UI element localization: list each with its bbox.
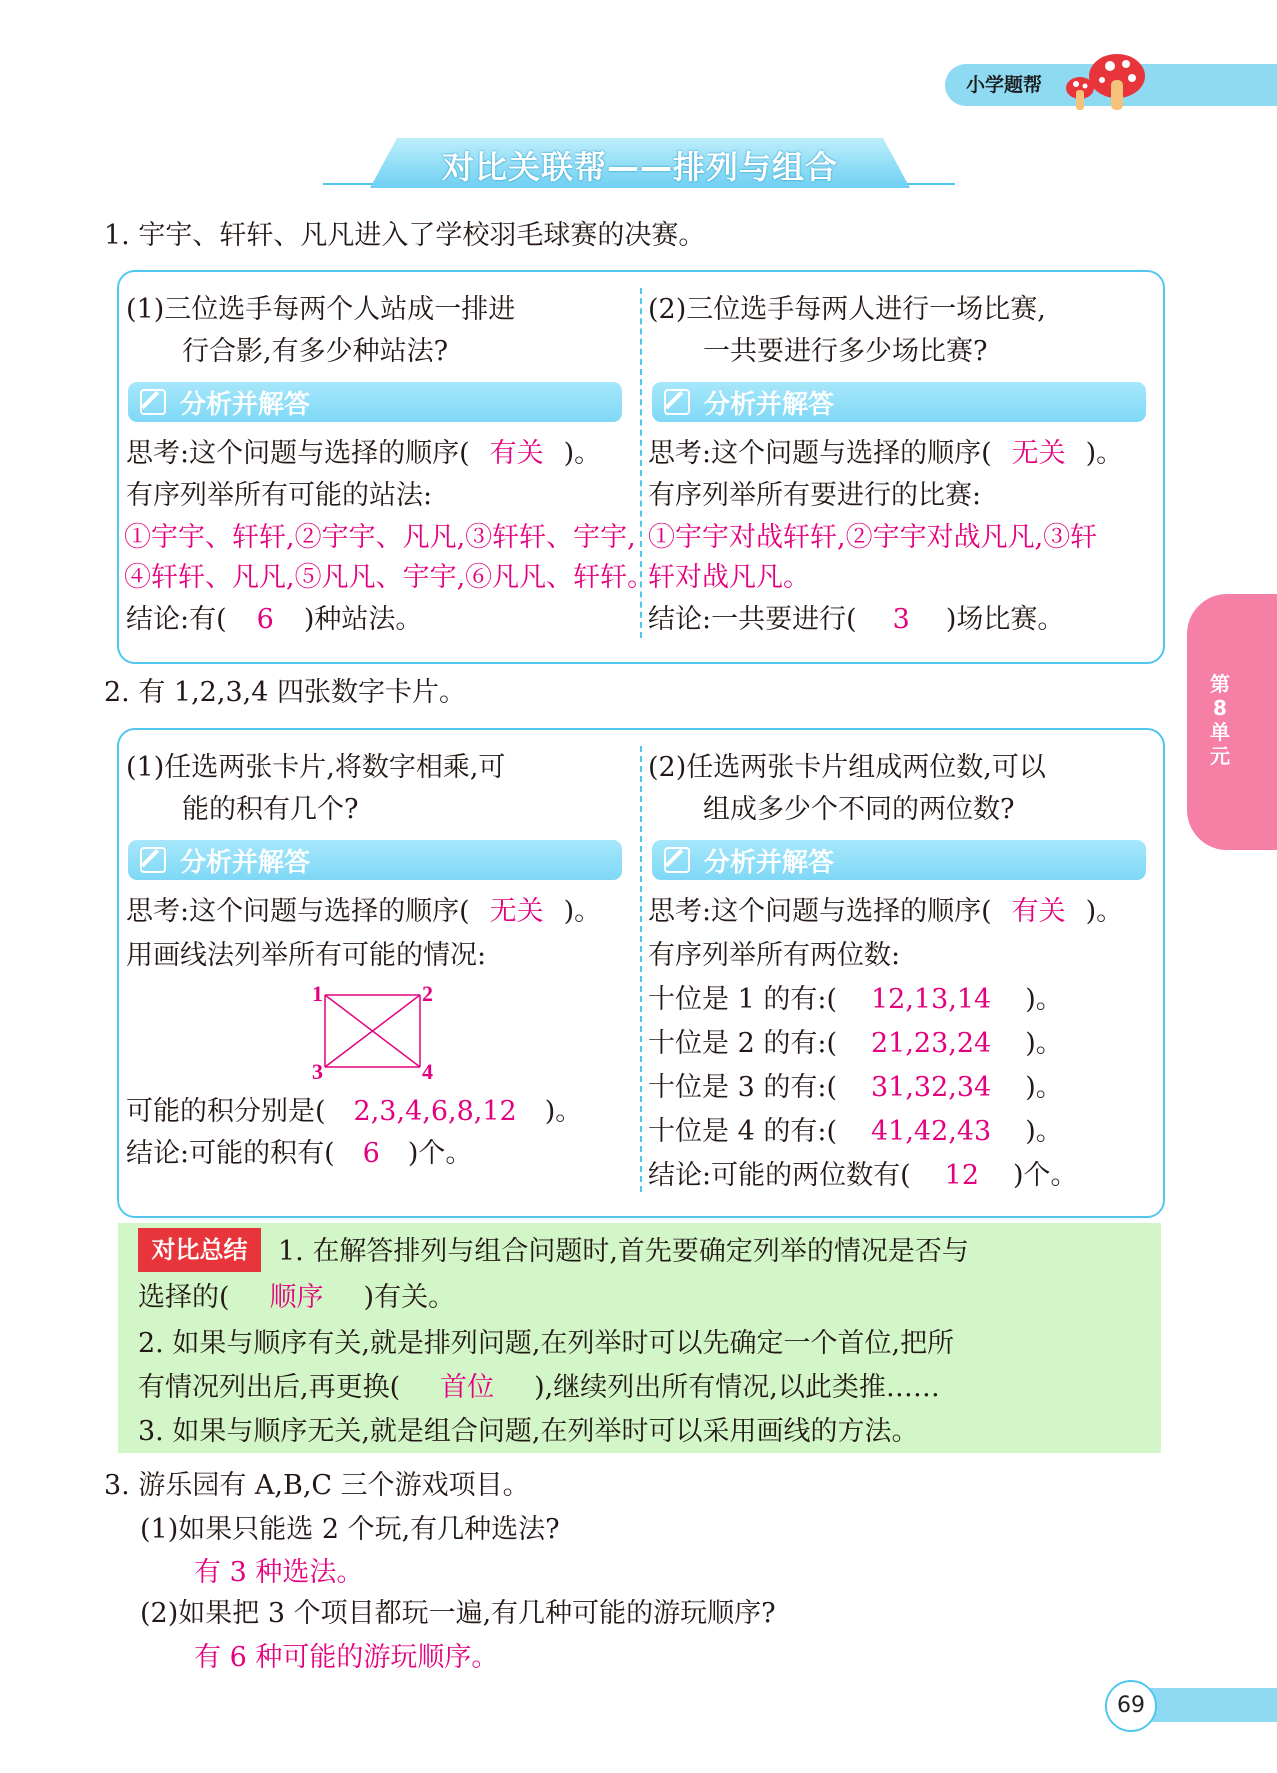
diagram-node-2: 2 xyxy=(422,981,433,1006)
answer-blank: 无关 xyxy=(1011,438,1066,469)
pencil-icon xyxy=(664,847,690,873)
summary-point1-line2: 选择的( 顺序 )有关。 xyxy=(138,1282,456,1313)
q1-right-question-line2: 一共要进行多少场比赛? xyxy=(703,336,988,367)
pencil-icon xyxy=(664,389,690,415)
answer-blank: 首位 xyxy=(440,1372,495,1403)
q2-left-conclusion: 结论:可能的积有( 6 )个。 xyxy=(126,1138,473,1169)
answer-blank: 有关 xyxy=(489,438,544,469)
q2-right-tens-row: 十位是 3 的有:( 31,32,34 )。 xyxy=(648,1072,1063,1103)
answer-blank: 3 xyxy=(892,604,910,635)
q1-left-answer-line2: ④轩轩、凡凡,⑤凡凡、宇宇,⑥凡凡、轩轩。 xyxy=(124,562,655,593)
diagram-node-4: 4 xyxy=(422,1059,433,1084)
q2-right-list-label: 有序列举所有两位数: xyxy=(648,940,901,971)
answer-blank: 12,13,14 xyxy=(870,984,992,1015)
answer-blank: 6 xyxy=(362,1138,380,1169)
q2-left-products: 可能的积分别是( 2,3,4,6,8,12 )。 xyxy=(126,1096,583,1127)
q2-left-question-line2: 能的积有几个? xyxy=(182,794,359,825)
q1-right-think: 思考:这个问题与选择的顺序( 无关 )。 xyxy=(648,438,1124,469)
answer-blank: 顺序 xyxy=(269,1282,324,1313)
q2-right-tens-row: 十位是 2 的有:( 21,23,24 )。 xyxy=(648,1028,1063,1059)
q2-left-think: 思考:这个问题与选择的顺序( 无关 )。 xyxy=(126,896,602,927)
summary-point1-line1: 1. 在解答排列与组合问题时,首先要确定列举的情况是否与 xyxy=(278,1236,969,1267)
q1-left-question-line1: (1)三位选手每两个人站成一排进 xyxy=(126,294,516,325)
q1-right-list-label: 有序列举所有要进行的比赛: xyxy=(648,480,982,511)
answer-blank: 2,3,4,6,8,12 xyxy=(353,1096,517,1127)
pencil-icon xyxy=(140,389,166,415)
q2-left-band-label: 分析并解答 xyxy=(180,848,311,878)
q2-right-tens-row: 十位是 1 的有:( 12,13,14 )。 xyxy=(648,984,1063,1015)
q1-intro: 1. 宇宇、轩轩、凡凡进入了学校羽毛球赛的决赛。 xyxy=(104,220,706,251)
summary-point2-line1: 2. 如果与顺序有关,就是排列问题,在列举时可以先确定一个首位,把所 xyxy=(138,1328,955,1359)
q3-answer1: 有 3 种选法。 xyxy=(194,1557,364,1588)
q1-left-list-label: 有序列举所有可能的站法: xyxy=(126,480,433,511)
q1-left-question-line2: 行合影,有多少种站法? xyxy=(182,336,449,367)
q1-right-answer-line1: ①宇宇对战轩轩,②宇宇对战凡凡,③轩 xyxy=(648,522,1098,553)
q2-right-think: 思考:这个问题与选择的顺序( 有关 )。 xyxy=(648,896,1124,927)
q1-left-think: 思考:这个问题与选择的顺序( 有关 )。 xyxy=(126,438,602,469)
answer-blank: 6 xyxy=(256,604,274,635)
q1-left-answer-line1: ①宇宇、轩轩,②宇宇、凡凡,③轩轩、宇宇, xyxy=(124,522,636,553)
q2-right-question-line1: (2)任选两张卡片组成两位数,可以 xyxy=(648,752,1046,783)
answer-blank: 12 xyxy=(944,1160,979,1191)
q2-right-conclusion: 结论:可能的两位数有( 12 )个。 xyxy=(648,1160,1078,1191)
answer-blank: 有关 xyxy=(1011,896,1066,927)
q2-right-band-label: 分析并解答 xyxy=(704,848,835,878)
q1-right-band-label: 分析并解答 xyxy=(704,390,835,420)
q2-divider xyxy=(640,746,642,1192)
brand-name: 小学题帮 xyxy=(966,74,1043,96)
mushroom-icon xyxy=(1062,44,1152,114)
q3-sub2: (2)如果把 3 个项目都玩一遍,有几种可能的游玩顺序? xyxy=(140,1598,776,1629)
diagram-node-1: 1 xyxy=(312,981,323,1006)
q2-left-list-label: 用画线法列举所有可能的情况: xyxy=(126,940,487,971)
line-diagram xyxy=(300,975,450,1085)
q2-left-question-line1: (1)任选两张卡片,将数字相乘,可 xyxy=(126,752,506,783)
q1-right-conclusion: 结论:一共要进行( 3 )场比赛。 xyxy=(648,604,1065,635)
answer-blank: 21,23,24 xyxy=(870,1028,992,1059)
q3-intro: 3. 游乐园有 A,B,C 三个游戏项目。 xyxy=(104,1470,530,1501)
summary-point3: 3. 如果与顺序无关,就是组合问题,在列举时可以采用画线的方法。 xyxy=(138,1416,919,1447)
q2-right-tens-row: 十位是 4 的有:( 41,42,43 )。 xyxy=(648,1116,1063,1147)
answer-blank: 41,42,43 xyxy=(870,1116,992,1147)
summary-tag: 对比总结 xyxy=(138,1228,261,1272)
q1-right-answer-line2: 轩对战凡凡。 xyxy=(648,562,810,593)
answer-blank: 31,32,34 xyxy=(870,1072,992,1103)
diagram-node-3: 3 xyxy=(312,1059,323,1084)
q1-right-question-line1: (2)三位选手每两人进行一场比赛, xyxy=(648,294,1046,325)
unit-label: 第 8 单 元 xyxy=(1210,672,1230,768)
q2-intro: 2. 有 1,2,3,4 四张数字卡片。 xyxy=(104,677,466,708)
page-title: 对比关联帮——排列与组合 xyxy=(441,148,838,186)
answer-blank: 无关 xyxy=(489,896,544,927)
q2-right-question-line2: 组成多少个不同的两位数? xyxy=(703,794,1015,825)
q1-left-conclusion: 结论:有( 6 )种站法。 xyxy=(126,604,423,635)
q3-sub1: (1)如果只能选 2 个玩,有几种选法? xyxy=(140,1514,560,1545)
summary-point2-line2: 有情况列出后,再更换( 首位 ),继续列出所有情况,以此类推…… xyxy=(138,1372,940,1403)
pencil-icon xyxy=(140,847,166,873)
page-number: 69 xyxy=(1105,1680,1157,1732)
q3-answer2: 有 6 种可能的游玩顺序。 xyxy=(194,1642,499,1673)
q1-left-band-label: 分析并解答 xyxy=(180,390,311,420)
